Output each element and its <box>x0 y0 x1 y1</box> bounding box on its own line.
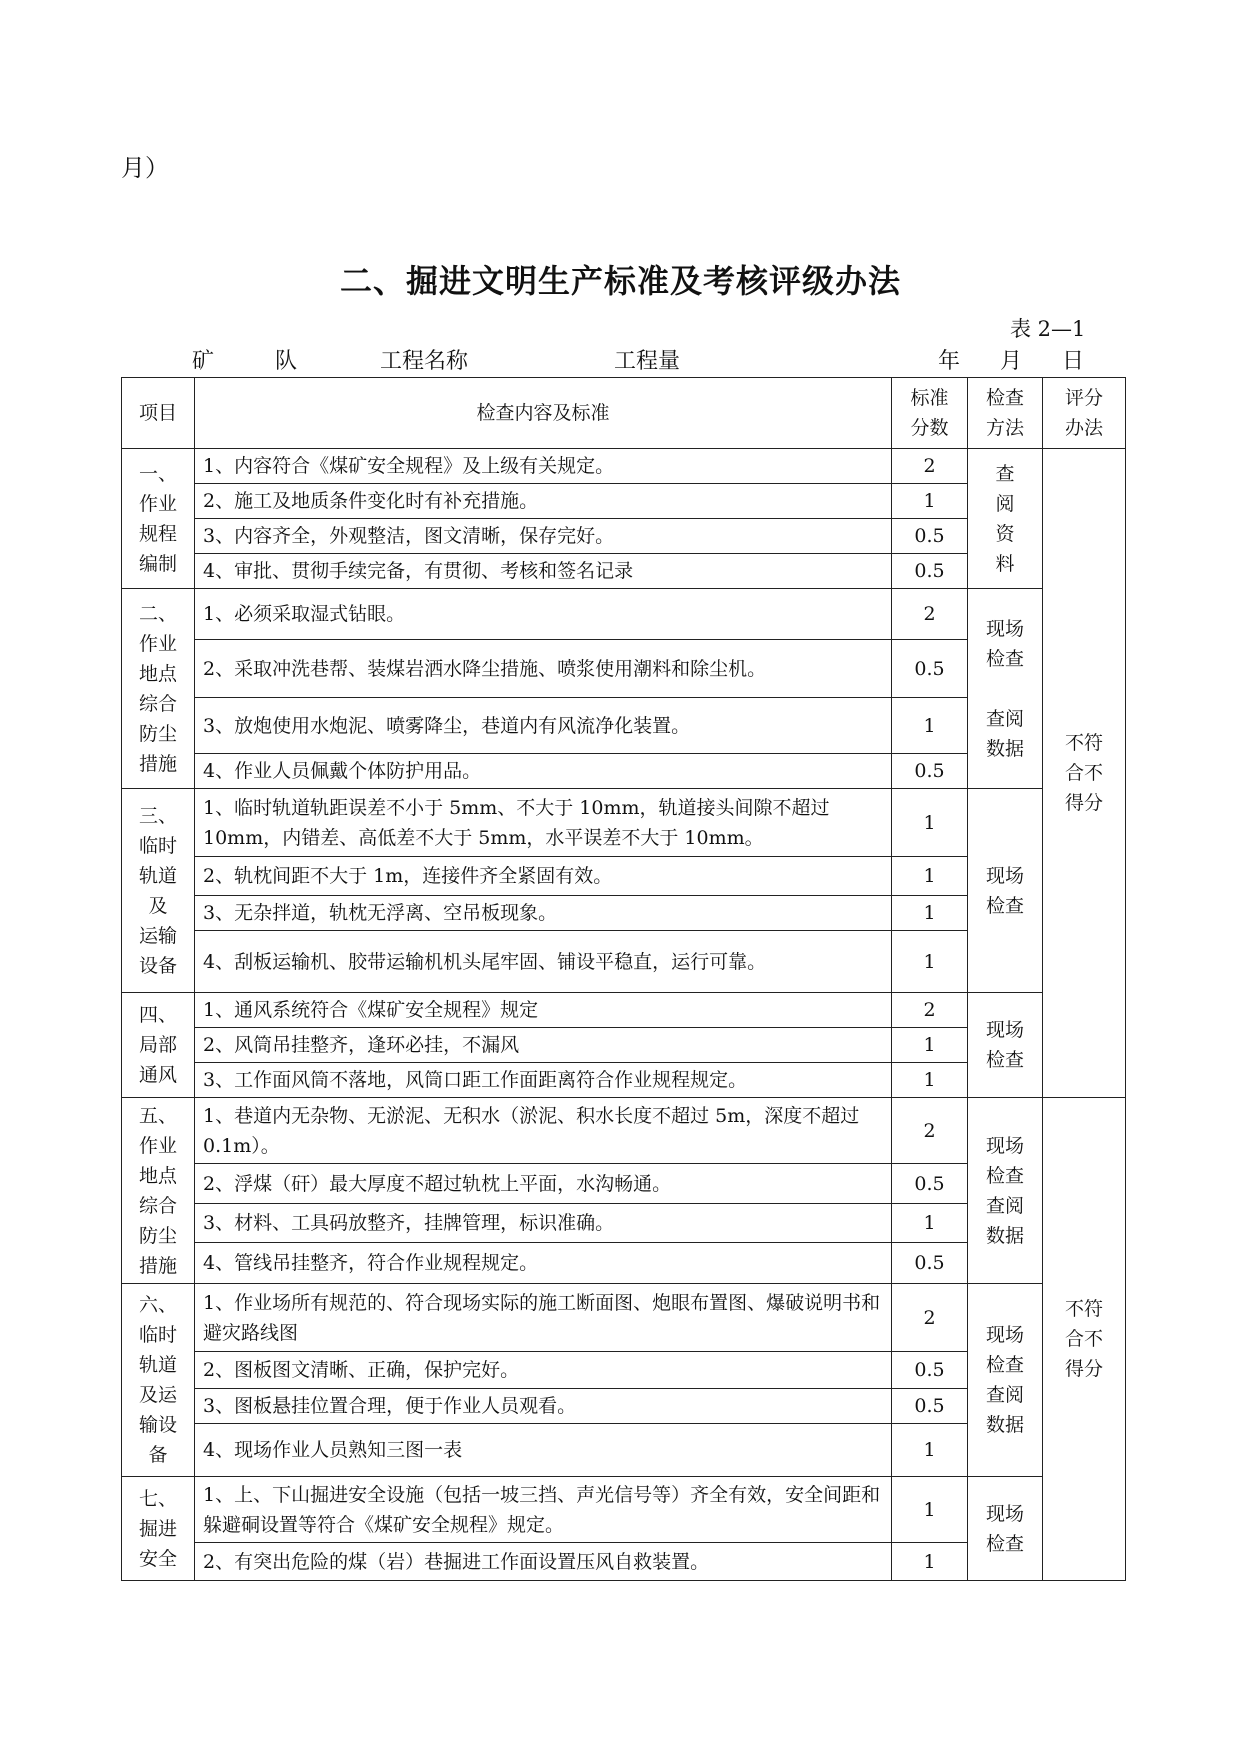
score-cell: 2 <box>892 993 968 1028</box>
score-cell: 1 <box>892 896 968 931</box>
score-cell: 0.5 <box>892 640 968 698</box>
score-cell: 2 <box>892 1284 968 1352</box>
score-cell: 2 <box>892 449 968 484</box>
score-cell: 1 <box>892 1063 968 1098</box>
score-cell: 1 <box>892 857 968 896</box>
score-cell: 0.5 <box>892 1164 968 1204</box>
content-cell: 4、现场作业人员熟知三图一表 <box>195 1424 892 1477</box>
content-cell: 2、有突出危险的煤（岩）巷掘进工作面设置压风自救装置。 <box>195 1543 892 1581</box>
content-cell: 1、内容符合《煤矿安全规程》及上级有关规定。 <box>195 449 892 484</box>
method-cell: 现场 检查 查阅 数据 <box>968 589 1043 789</box>
category-cell: 四、 局部 通风 <box>122 993 195 1098</box>
header-item: 项目 <box>122 378 195 449</box>
assessment-table <box>121 377 1126 1581</box>
mine-label: 矿 <box>192 349 215 374</box>
content-cell: 3、图板悬挂位置合理，便于作业人员观看。 <box>195 1389 892 1424</box>
score-cell: 0.5 <box>892 519 968 554</box>
method-cell: 查 阅 资 料 <box>968 449 1043 589</box>
document-title: 二、掘进文明生产标准及考核评级办法 <box>339 262 901 300</box>
score-cell: 1 <box>892 1204 968 1243</box>
content-cell: 3、材料、工具码放整齐，挂牌管理，标识准确。 <box>195 1204 892 1243</box>
table-row <box>122 1098 1126 1164</box>
content-cell: 3、放炮使用水炮泥、喷雾降尘，巷道内有风流净化装置。 <box>195 698 892 754</box>
content-cell: 4、管线吊挂整齐，符合作业规程规定。 <box>195 1243 892 1284</box>
content-cell: 2、轨枕间距不大于 1m，连接件齐全紧固有效。 <box>195 857 892 896</box>
header-content: 检查内容及标准 <box>195 378 892 449</box>
table-row <box>122 1284 1126 1352</box>
month-label: 月 <box>1000 349 1023 374</box>
category-cell: 二、 作业 地点 综合 防尘 措施 <box>122 589 195 789</box>
score-cell: 1 <box>892 698 968 754</box>
score-cell: 2 <box>892 1098 968 1164</box>
score-cell: 0.5 <box>892 554 968 589</box>
table-row <box>122 789 1126 857</box>
quantity-label: 工程量 <box>614 349 681 374</box>
content-cell: 2、图板图文清晰、正确，保护完好。 <box>195 1352 892 1389</box>
header-method: 检查 方法 <box>968 378 1043 449</box>
content-cell: 1、作业场所有规范的、符合现场实际的施工断面图、炮眼布置图、爆破说明书和避灾路线图 <box>195 1284 892 1352</box>
table-row <box>122 993 1126 1028</box>
content-cell: 4、作业人员佩戴个体防护用品。 <box>195 754 892 789</box>
score-cell: 1 <box>892 484 968 519</box>
category-cell: 一、 作业 规程 编制 <box>122 449 195 589</box>
score-cell: 1 <box>892 789 968 857</box>
content-cell: 2、风筒吊挂整齐，逢环必挂，不漏风 <box>195 1028 892 1063</box>
year-label: 年 <box>938 349 961 374</box>
score-cell: 1 <box>892 931 968 993</box>
header-rating: 评分 办法 <box>1043 378 1126 449</box>
method-cell: 现场 检查 <box>968 789 1043 993</box>
score-cell: 1 <box>892 1028 968 1063</box>
team-label: 队 <box>275 349 298 374</box>
rating-cell: 不符 合不 得分 <box>1043 1098 1126 1581</box>
content-cell: 3、无杂拌道，轨枕无浮离、空吊板现象。 <box>195 896 892 931</box>
content-cell: 4、审批、贯彻手续完备，有贯彻、考核和签名记录 <box>195 554 892 589</box>
project-name-label: 工程名称 <box>380 349 469 374</box>
score-cell: 1 <box>892 1477 968 1543</box>
table-header-row <box>122 378 1126 449</box>
method-cell: 现场 检查 <box>968 1477 1043 1581</box>
score-cell: 0.5 <box>892 1352 968 1389</box>
method-cell: 现场 检查 查阅 数据 <box>968 1098 1043 1284</box>
content-cell: 2、采取冲洗巷帮、装煤岩洒水降尘措施、喷浆使用潮料和除尘机。 <box>195 640 892 698</box>
content-cell: 2、施工及地质条件变化时有补充措施。 <box>195 484 892 519</box>
content-cell: 1、临时轨道轨距误差不小于 5mm、不大于 10mm，轨道接头间隙不超过 10mm，内错差、高低差不大于 5mm，水平误差不大于 10mm。 <box>195 789 892 857</box>
score-cell: 2 <box>892 589 968 640</box>
header-score: 标准 分数 <box>892 378 968 449</box>
table-number: 表 2—1 <box>1010 317 1086 341</box>
content-cell: 1、上、下山掘进安全设施（包括一坡三挡、声光信号等）齐全有效，安全间距和躲避硐设置等符合《煤矿安全规程》规定。 <box>195 1477 892 1543</box>
category-cell: 三、 临时 轨道 及 运输 设备 <box>122 789 195 993</box>
content-cell: 3、工作面风筒不落地，风筒口距工作面距离符合作业规程规定。 <box>195 1063 892 1098</box>
rating-cell: 不符 合不 得分 <box>1043 449 1126 1098</box>
content-cell: 4、刮板运输机、胶带运输机机头尾牢固、铺设平稳直，运行可靠。 <box>195 931 892 993</box>
content-cell: 3、内容齐全，外观整洁，图文清晰，保存完好。 <box>195 519 892 554</box>
score-cell: 1 <box>892 1424 968 1477</box>
table-row <box>122 589 1126 640</box>
method-cell: 现场 检查 查阅 数据 <box>968 1284 1043 1477</box>
day-label: 日 <box>1062 349 1085 374</box>
content-cell: 1、必须采取湿式钻眼。 <box>195 589 892 640</box>
category-cell: 五、 作业 地点 综合 防尘 措施 <box>122 1098 195 1284</box>
page-fragment-text: 月） <box>121 154 169 182</box>
category-cell: 七、 掘进 安全 <box>122 1477 195 1581</box>
table-row <box>122 1477 1126 1543</box>
content-cell: 1、通风系统符合《煤矿安全规程》规定 <box>195 993 892 1028</box>
score-cell: 0.5 <box>892 754 968 789</box>
category-cell: 六、 临时 轨道 及运 输设 备 <box>122 1284 195 1477</box>
content-cell: 1、巷道内无杂物、无淤泥、无积水（淤泥、积水长度不超过 5m，深度不超过 0.1m）。 <box>195 1098 892 1164</box>
table-row <box>122 449 1126 484</box>
score-cell: 0.5 <box>892 1243 968 1284</box>
score-cell: 1 <box>892 1543 968 1581</box>
method-cell: 现场 检查 <box>968 993 1043 1098</box>
content-cell: 2、浮煤（矸）最大厚度不超过轨枕上平面，水沟畅通。 <box>195 1164 892 1204</box>
score-cell: 0.5 <box>892 1389 968 1424</box>
